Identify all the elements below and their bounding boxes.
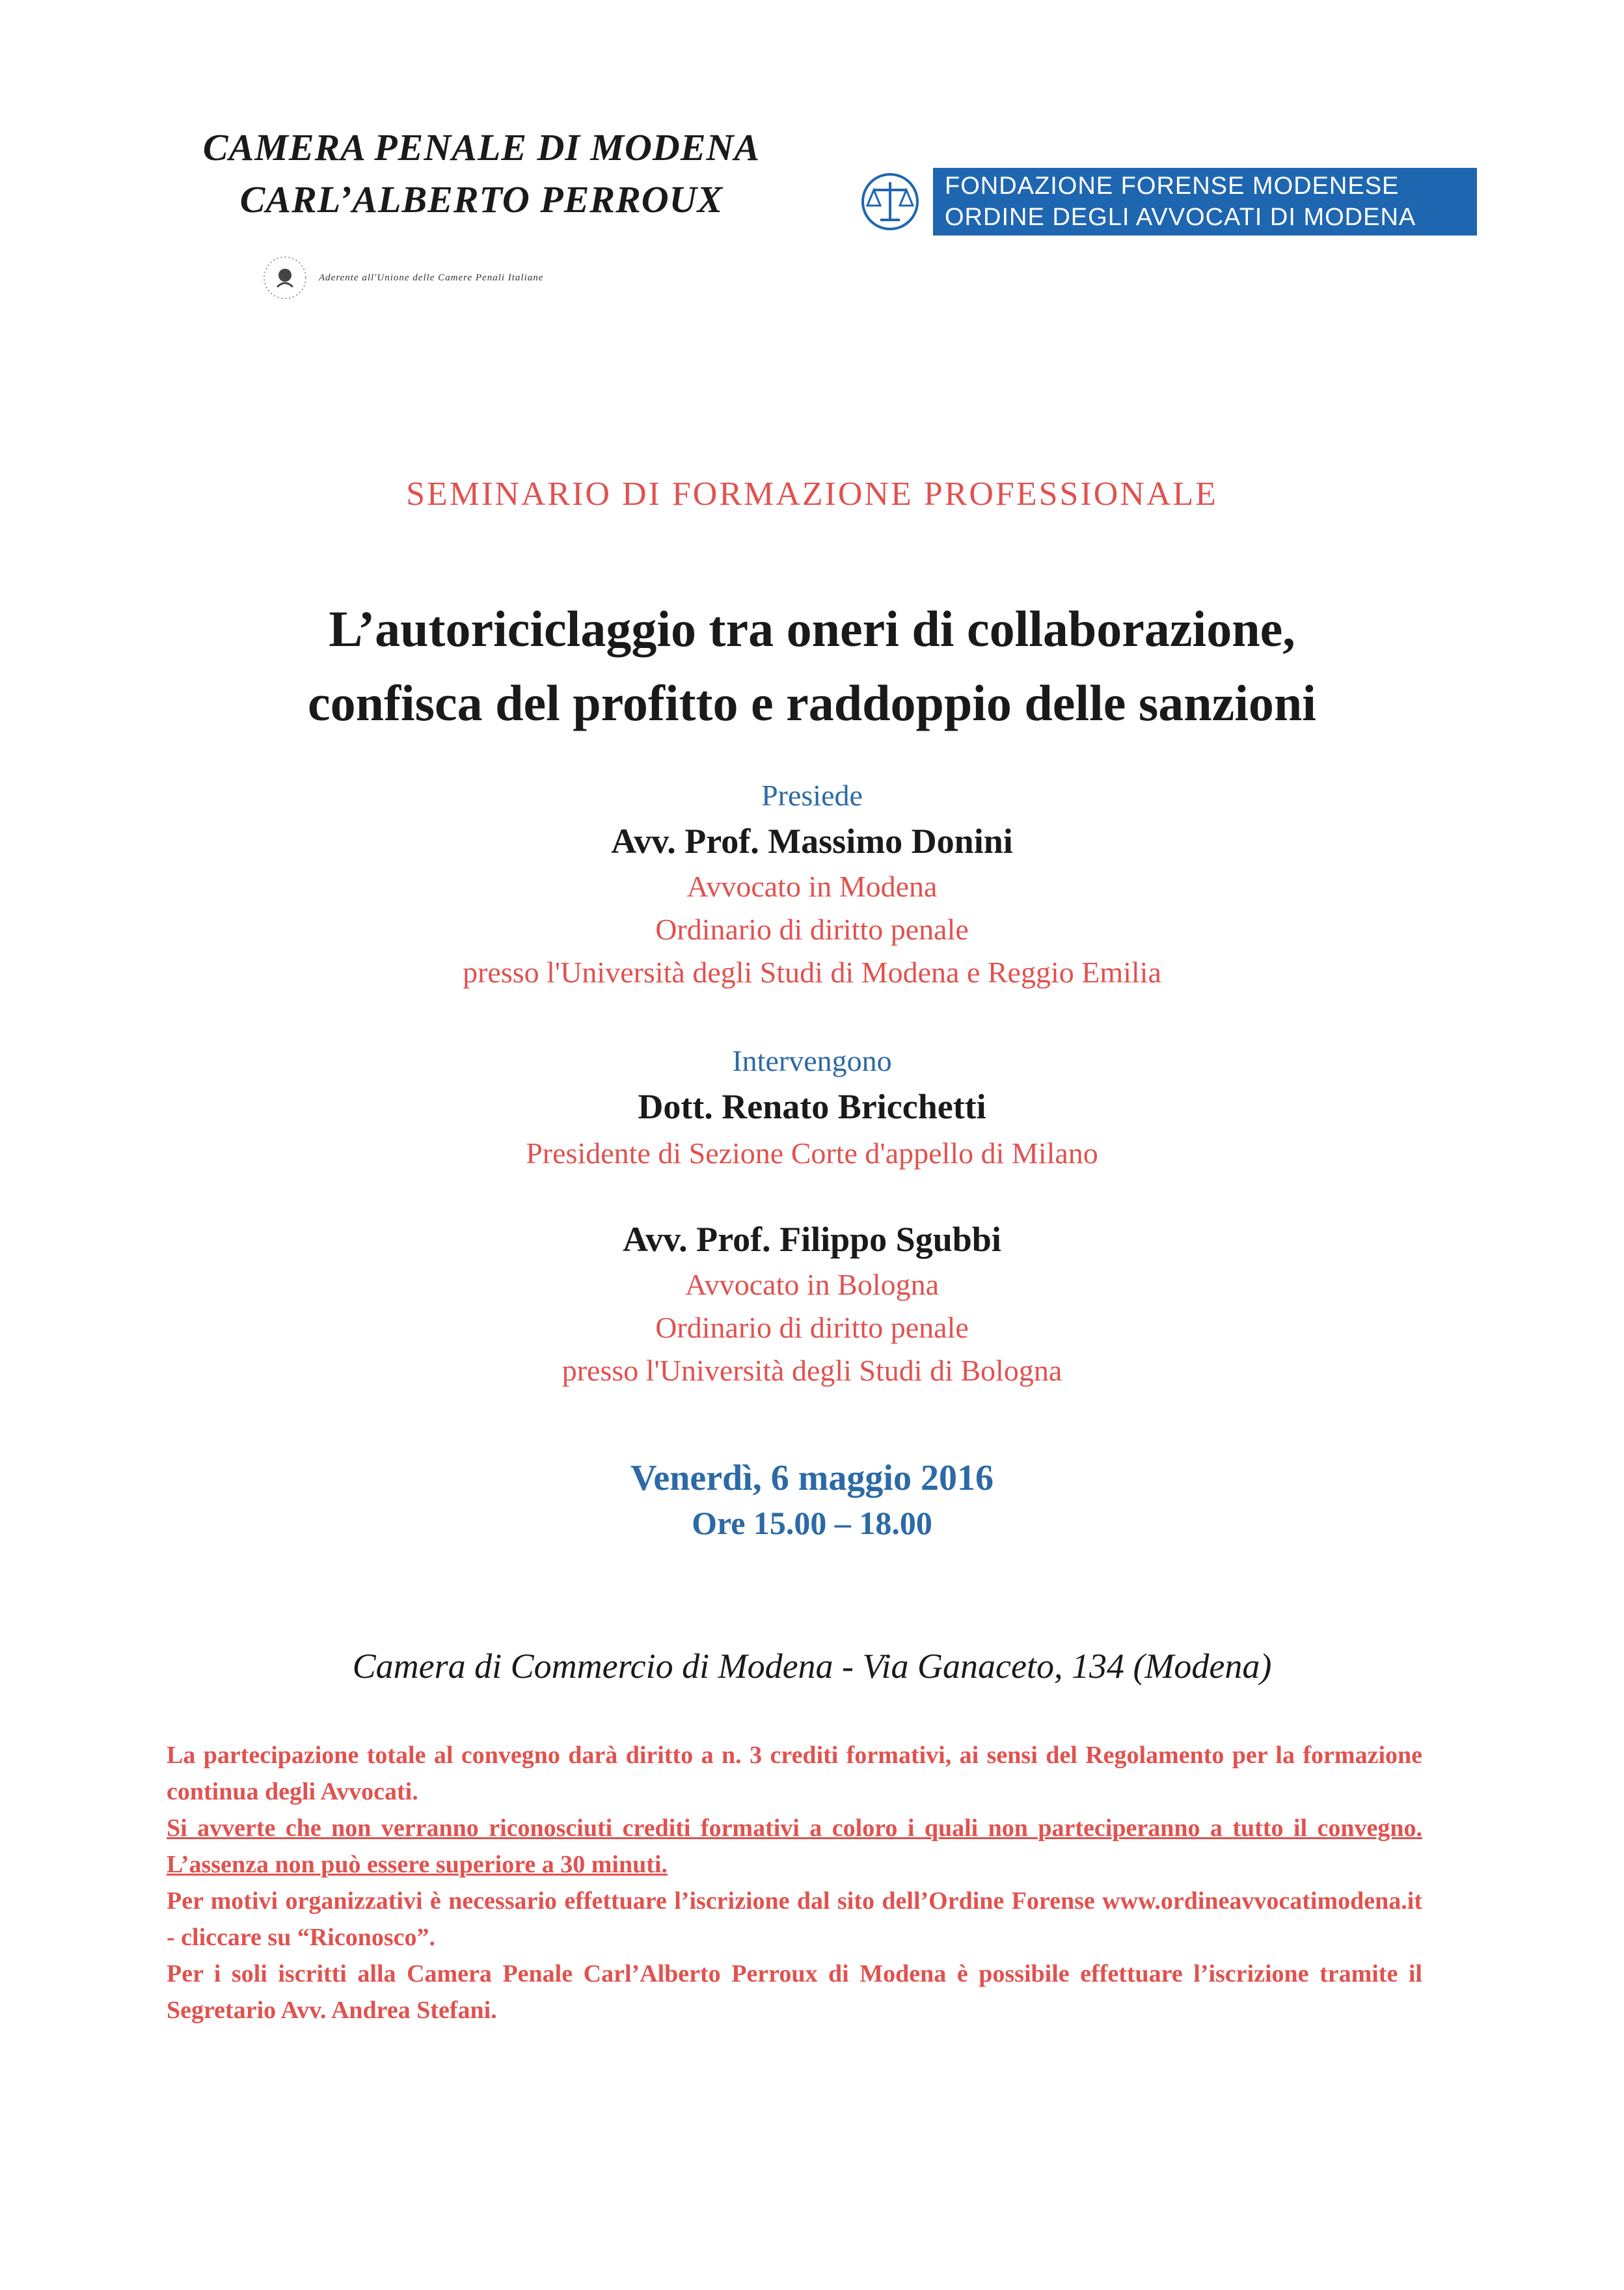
speaker2-aff2: Ordinario di diritto penale bbox=[655, 1311, 969, 1344]
speakers-role: Intervengono bbox=[732, 1044, 892, 1077]
speaker2-aff3: presso l'Università degli Studi di Bologna bbox=[562, 1354, 1062, 1387]
chair-name: Avv. Prof. Massimo Donini bbox=[611, 822, 1013, 861]
chair-affiliation bbox=[0, 865, 1624, 994]
speaker1-affiliation: Presidente di Sezione Corte d'appello di Milano bbox=[526, 1137, 1098, 1170]
speaker2-affiliation bbox=[0, 1263, 1624, 1392]
chair-aff3: presso l'Università degli Studi di Modena e Reggio Emilia bbox=[463, 956, 1161, 989]
foundation-banner bbox=[847, 168, 1477, 236]
title-line2: confisca del profitto e raddoppio delle sanzioni bbox=[308, 675, 1316, 731]
note-credits: La partecipazione totale al convegno darà diritto a n. 3 crediti formativi, ai sensi del Regolamento per la formazione continua degli Avvocati. bbox=[167, 1742, 1422, 1805]
org-name-line2: CARL’ALBERTO PERROUX bbox=[239, 178, 724, 221]
event-venue: Camera di Commercio di Modena - Via Ganaceto, 134 (Modena) bbox=[352, 1647, 1272, 1686]
note-attendance-warning: Si avverte che non verranno riconosciuti crediti formativi a coloro i quali non parteciperanno a tutto il convegno. L’assenza non può essere superiore a 30 minuti. bbox=[167, 1814, 1422, 1878]
note-registration: Per motivi organizzativi è necessario effettuare l’iscrizione dal sito dell’Ordine Forense www.ordineavvocatimodena.it - cliccare su “Riconosco”. bbox=[167, 1887, 1422, 1951]
seal-icon bbox=[260, 253, 310, 303]
foundation-line1: FONDAZIONE FORENSE MODENESE bbox=[945, 172, 1400, 200]
adherent-text: Aderente all'Unione delle Camere Penali Italiane bbox=[319, 272, 544, 283]
foundation-text bbox=[933, 170, 1416, 233]
speaker1-name: Dott. Renato Bricchetti bbox=[638, 1087, 986, 1126]
chair-aff2: Ordinario di diritto penale bbox=[655, 913, 969, 946]
speaker2-aff1: Avvocato in Bologna bbox=[684, 1268, 940, 1301]
foundation-logo bbox=[847, 168, 933, 236]
notes-block bbox=[167, 1737, 1422, 2028]
org-name-line1: CAMERA PENALE DI MODENA bbox=[202, 126, 761, 168]
event-date: Venerdì, 6 maggio 2016 bbox=[630, 1458, 994, 1498]
title-line1: L’autoriciclaggio tra oneri di collaborazione, bbox=[329, 600, 1295, 657]
event-time: Ore 15.00 – 18.00 bbox=[692, 1505, 932, 1541]
foundation-line2: ORDINE DEGLI AVVOCATI DI MODENA bbox=[945, 204, 1416, 231]
chair-aff1: Avvocato in Modena bbox=[686, 870, 938, 903]
speaker2-name: Avv. Prof. Filippo Sgubbi bbox=[623, 1220, 1001, 1259]
scales-of-justice-icon bbox=[854, 170, 926, 233]
seminar-title bbox=[0, 592, 1624, 740]
note-members-registration: Per i soli iscritti alla Camera Penale Carl’Alberto Perroux di Modena è possibile effettuare l’iscrizione tramite il Segretario Avv. Andrea Stefani. bbox=[167, 1960, 1422, 2024]
seminar-type: SEMINARIO DI FORMAZIONE PROFESSIONALE bbox=[406, 476, 1218, 513]
adherent-badge bbox=[260, 255, 543, 301]
chair-role: Presiede bbox=[761, 779, 863, 812]
